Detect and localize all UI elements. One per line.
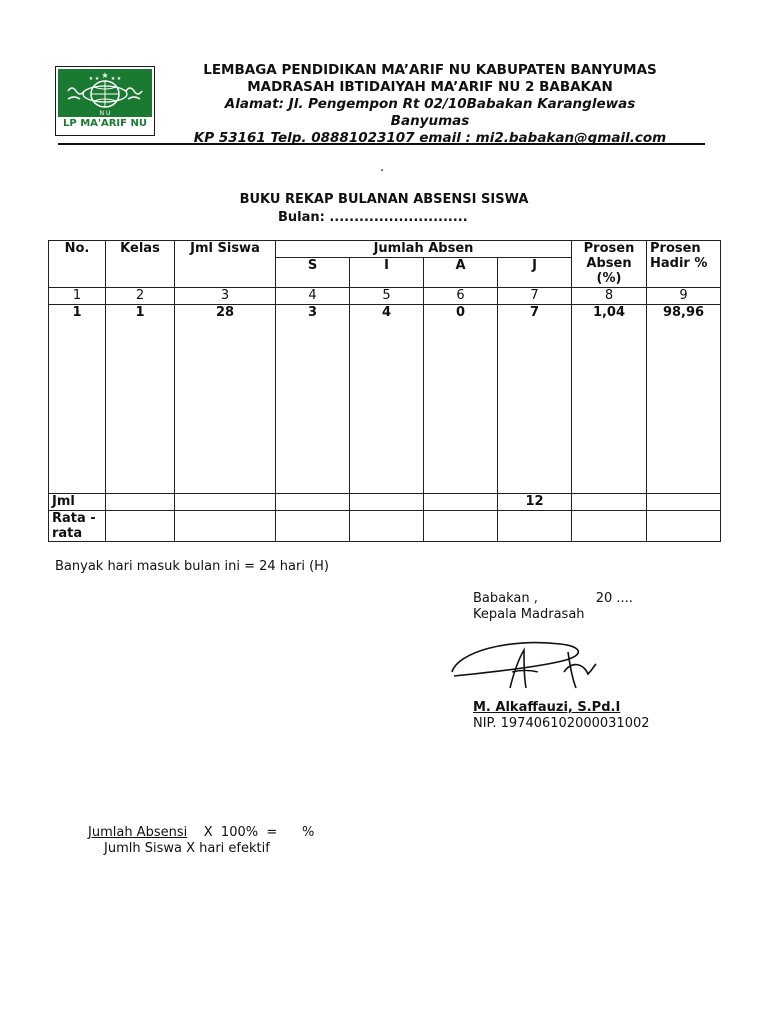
col-header-no: No. xyxy=(49,241,106,288)
svg-text:★: ★ xyxy=(101,71,109,80)
cell-no: 1 xyxy=(49,305,106,494)
col-number: 9 xyxy=(647,288,721,305)
place-date: Babakan , 20 .... xyxy=(473,591,633,606)
col-number: 2 xyxy=(106,288,175,305)
institution-name: LEMBAGA PENDIDIKAN MA’ARIF NU KABUPATEN BANYUMAS xyxy=(203,62,657,78)
address-line: Alamat: Jl. Pengempon Rt 02/10Babakan Karanglewas xyxy=(224,96,636,112)
average-label: Rata -rata xyxy=(49,511,106,542)
document-title: BUKU REKAP BULANAN ABSENSI SISWA xyxy=(239,192,529,207)
col-header-s: S xyxy=(276,258,350,288)
average-row xyxy=(49,511,721,542)
cell-j: 7 xyxy=(498,305,572,494)
lp-maarif-logo xyxy=(55,66,155,136)
col-number: 1 xyxy=(49,288,106,305)
cell-a: 0 xyxy=(424,305,498,494)
svg-text:★ ★: ★ ★ xyxy=(88,76,100,82)
formula-numerator: Jumlah Absensi xyxy=(88,825,188,840)
total-label: Jml xyxy=(49,494,106,511)
cell-s: 3 xyxy=(276,305,350,494)
total-j: 12 xyxy=(498,494,572,511)
col-number: 5 xyxy=(350,288,424,305)
svg-text:★ ★: ★ ★ xyxy=(110,76,122,82)
total-row xyxy=(49,494,721,511)
signer-role: Kepala Madrasah xyxy=(473,607,585,622)
cell-jml-siswa: 28 xyxy=(175,305,276,494)
school-name: MADRASAH IBTIDAIYAH MA’ARIF NU 2 BABAKAN xyxy=(247,79,613,95)
cell-kelas: 1 xyxy=(106,305,175,494)
formula-denominator: Jumlh Siswa X hari efektif xyxy=(104,841,270,856)
col-number: 4 xyxy=(276,288,350,305)
address-region: Banyumas xyxy=(390,113,470,129)
dot-mark: . xyxy=(380,160,385,175)
nu-emblem xyxy=(58,69,152,117)
col-header-jumlah-absen: Jumlah Absen xyxy=(276,241,572,258)
col-header-prosen-absen: Prosen Absen (%) xyxy=(572,241,647,288)
cell-prosen-absen: 1,04 xyxy=(572,305,647,494)
col-header-i: I xyxy=(350,258,424,288)
handwritten-signature xyxy=(448,632,608,694)
cell-prosen-hadir: 98,96 xyxy=(647,305,721,494)
col-number: 8 xyxy=(572,288,647,305)
attendance-table xyxy=(48,240,721,542)
logo-label: LP MA'ARIF NU xyxy=(63,118,147,129)
col-number: 7 xyxy=(498,288,572,305)
letterhead-divider xyxy=(58,143,705,145)
col-header-j: J xyxy=(498,258,572,288)
col-header-prosen-hadir: Prosen Hadir % xyxy=(647,241,721,288)
contact-line: KP 53161 Telp. 08881023107 email : mi2.babakan@gmail.com xyxy=(193,130,667,146)
cell-i: 4 xyxy=(350,305,424,494)
table-row xyxy=(49,305,721,494)
col-header-jml-siswa: Jml Siswa xyxy=(175,241,276,288)
col-number: 3 xyxy=(175,288,276,305)
nu-globe-icon xyxy=(58,69,152,117)
school-days-note: Banyak hari masuk bulan ini = 24 hari (H) xyxy=(55,559,329,574)
column-number-row xyxy=(49,288,721,305)
signer-nip: NIP. 197406102000031002 xyxy=(473,716,650,731)
signer-name: M. Alkaffauzi, S.Pd.I xyxy=(473,700,621,715)
letterhead xyxy=(150,62,710,147)
col-header-kelas: Kelas xyxy=(106,241,175,288)
formula-operator: X 100% = % xyxy=(187,825,315,840)
formula-numerator-line xyxy=(88,825,314,840)
col-number: 6 xyxy=(424,288,498,305)
logo-letters: N U xyxy=(99,110,111,117)
col-header-a: A xyxy=(424,258,498,288)
month-field: Bulan: ............................ xyxy=(278,210,468,225)
